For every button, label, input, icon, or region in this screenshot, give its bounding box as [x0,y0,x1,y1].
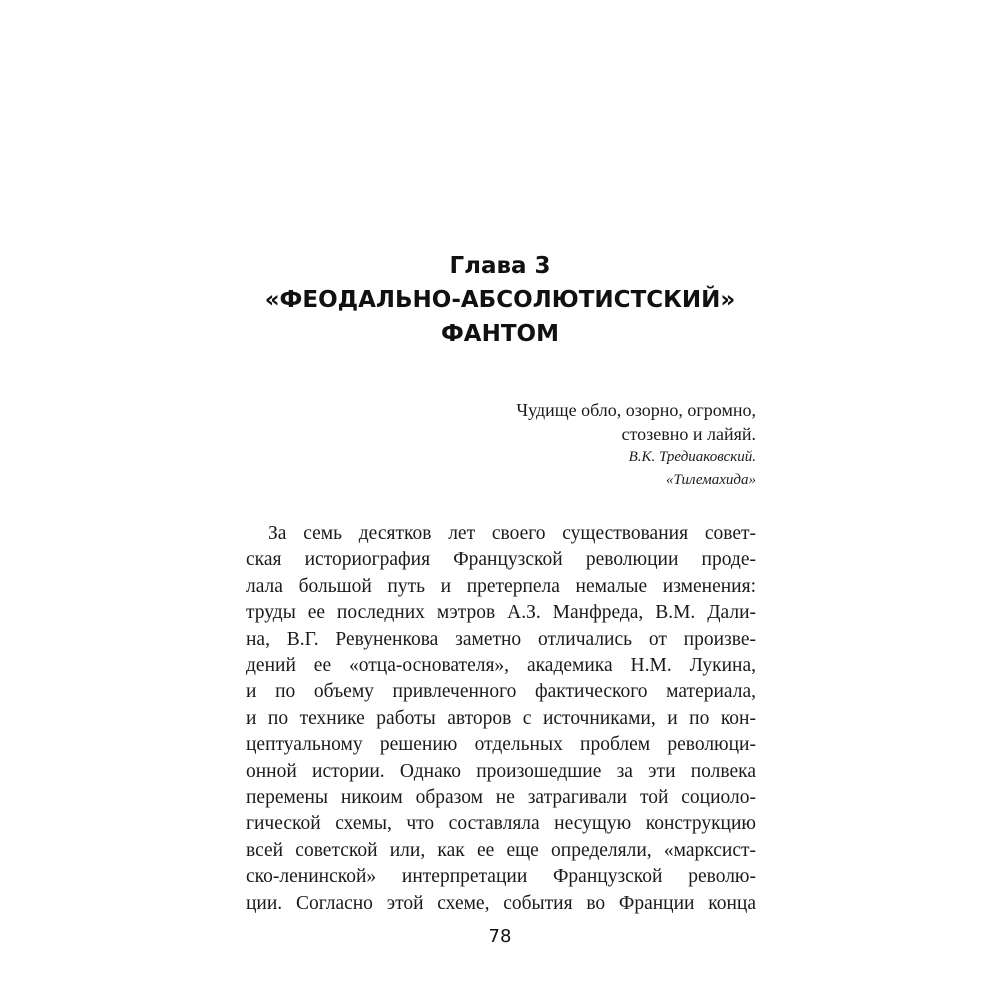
body-line: перемены никоим образом не затрагивали той социоло- [246,787,756,809]
epigraph-verse-line: стозевно и лайяй. [621,424,756,444]
body-line: дений ее «отца-основателя», академика Н.М. Лукина, [246,655,756,677]
body-line: ско-ленинской» интерпретации Французской револю- [246,866,756,888]
body-line: ская историография Французской революции проде- [246,549,756,571]
body-line: лала большой путь и претерпела немалые изменения: [246,575,756,597]
body-line: За семь десятков лет своего существования совет- [268,523,756,544]
body-line: на, В.Г. Ревуненкова заметно отличались от произве- [246,628,756,650]
body-line: всей советской или, как ее еще определяли, «марксист- [246,839,756,861]
body-line: онной истории. Однако произошедшие за эти полвека [246,760,756,782]
body-line: гической схемы, что составляла несущую конструкцию [246,813,756,835]
body-paragraph [246,521,756,917]
body-line: и по объему привлеченного фактического материала, [246,681,756,703]
page-number: 78 [488,926,512,947]
chapter-title-line-1: «ФЕОДАЛЬНО-АБСОЛЮТИСТСКИЙ» [264,287,736,313]
body-line: ции. Согласно этой схеме, события во Франции конца [246,892,756,914]
epigraph-author: В.К. Тредиаковский. [628,449,756,465]
chapter-heading [0,249,1000,351]
chapter-title-line-2: ФАНТОМ [441,321,559,347]
epigraph [516,398,756,492]
epigraph-verse-line: Чудище обло, озорно, огромно, [516,400,756,420]
epigraph-source: «Тилемахида» [666,472,756,488]
body-line: и по технике работы авторов с источниками, и по кон- [246,707,756,729]
chapter-label: Глава 3 [449,253,551,279]
body-line: труды ее последних мэтров А.З. Манфреда, В.М. Дали- [246,602,756,624]
body-line: цептуальному решению отдельных проблем революци- [246,734,756,756]
